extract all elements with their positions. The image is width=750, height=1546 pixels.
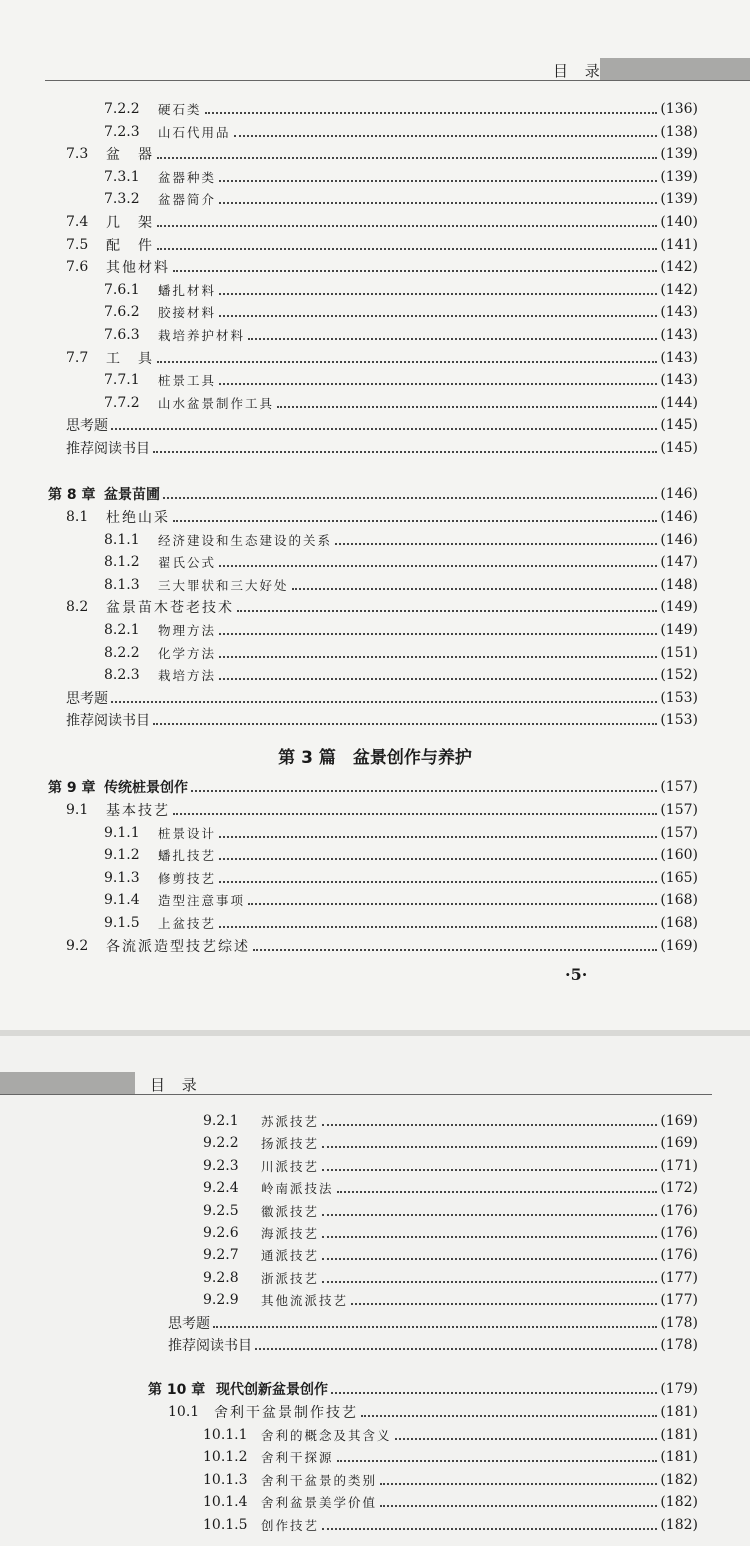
toc-title: 海派技艺	[261, 1226, 320, 1241]
toc-page-ref: (139)	[660, 146, 698, 163]
dot-leader	[219, 180, 657, 204]
toc-page-ref: (176)	[660, 1225, 698, 1241]
toc-title: 盆 器	[106, 147, 154, 164]
toc-page-ref: (148)	[660, 576, 698, 593]
toc-number: 9.2.9	[203, 1292, 239, 1309]
toc-page-ref: (169)	[660, 1113, 698, 1129]
toc-title: 修剪技艺	[158, 870, 217, 886]
toc-title: 桩景工具	[158, 373, 217, 389]
toc-number: 第 9 章	[48, 780, 96, 796]
dot-leader	[157, 339, 657, 363]
toc-number: 9.1.2	[104, 847, 140, 864]
toc-title: 杜绝山采	[106, 510, 170, 526]
toc-title: 其他流派技艺	[261, 1293, 349, 1309]
toc-page-ref: (181)	[660, 1404, 698, 1420]
dot-leader	[277, 384, 657, 408]
toc-title: 盆器种类	[158, 169, 217, 185]
toc-title: 经济建设和生态建设的关系	[158, 532, 333, 548]
dot-leader	[322, 1124, 657, 1148]
toc-number: 8.1.2	[104, 554, 140, 571]
dot-leader	[395, 1416, 658, 1440]
toc-title: 推荐阅读书目	[66, 713, 150, 730]
toc-title: 舍利干盆景制作技艺	[214, 1405, 358, 1421]
toc-title: 盆景苗木苍老技术	[106, 600, 234, 617]
toc-page-ref: (139)	[660, 191, 698, 208]
toc-title: 造型注意事项	[158, 893, 246, 909]
running-header: 目 录	[553, 62, 606, 80]
toc-number: 10.1.1	[203, 1426, 248, 1443]
toc-page-ref: (182)	[660, 1494, 698, 1511]
toc-number: 8.2.1	[104, 622, 140, 638]
toc-page-ref: (178)	[660, 1337, 698, 1353]
toc-page-ref: (168)	[660, 915, 698, 931]
toc-entry	[66, 709, 698, 731]
dot-leader	[219, 158, 657, 182]
toc-page-ref: (176)	[660, 1202, 698, 1219]
dot-leader	[191, 768, 657, 792]
toc-number: 7.3.2	[104, 191, 140, 208]
toc-page-ref: (145)	[660, 440, 698, 456]
toc-page-ref: (181)	[660, 1449, 698, 1466]
toc-number: 第 10 章	[148, 1382, 206, 1398]
toc-page-ref: (168)	[660, 892, 698, 909]
dot-leader	[219, 543, 657, 567]
dot-leader	[219, 611, 657, 635]
toc-number: 9.1.5	[104, 915, 140, 931]
toc-page-ref: (140)	[660, 214, 698, 230]
toc-title: 配 件	[106, 237, 154, 254]
dot-leader	[173, 248, 657, 272]
toc-page-ref: (142)	[660, 259, 698, 276]
toc-number: 7.7	[66, 349, 89, 366]
dot-leader	[248, 881, 657, 905]
toc-page-ref: (149)	[660, 599, 698, 616]
toc-title: 浙派技艺	[261, 1270, 320, 1286]
toc-page-ref: (145)	[660, 417, 698, 434]
toc-number: 10.1.5	[203, 1517, 248, 1533]
toc-title: 苏派技艺	[261, 1114, 320, 1129]
toc-number: 9.2.6	[203, 1225, 239, 1241]
dot-leader	[322, 1259, 657, 1283]
toc-number: 7.6	[66, 259, 89, 276]
toc-page-ref: (144)	[660, 394, 698, 411]
toc-title: 传统桩景创作	[104, 780, 188, 796]
toc-page-ref: (149)	[660, 622, 698, 638]
toc-page-right	[0, 1036, 750, 1546]
toc-page-ref: (157)	[660, 824, 698, 841]
toc-title: 栽培方法	[158, 668, 217, 684]
dot-leader	[219, 859, 657, 883]
toc-number: 10.1.3	[203, 1471, 248, 1488]
toc-title: 各流派造型技艺综述	[106, 938, 250, 955]
toc-title: 盆器简介	[158, 192, 217, 208]
toc-page-ref: (151)	[660, 644, 698, 661]
dot-leader	[219, 634, 657, 658]
toc-title: 岭南派技法	[261, 1181, 334, 1197]
part-heading: 第 3 篇 盆景创作与养护	[278, 748, 472, 768]
toc-title: 三大罪状和三大好处	[158, 577, 289, 593]
toc-page-ref: (141)	[660, 236, 698, 253]
toc-page-ref: (157)	[660, 779, 698, 795]
toc-title: 思考题	[168, 1315, 210, 1332]
toc-page-ref: (143)	[660, 327, 698, 343]
toc-title: 山水盆景制作工具	[158, 395, 275, 411]
toc-number: 7.5	[66, 236, 89, 253]
toc-page-ref: (177)	[660, 1292, 698, 1309]
toc-title: 创作技艺	[261, 1518, 320, 1533]
dot-leader	[337, 1438, 658, 1462]
dot-leader	[157, 135, 657, 159]
toc-page-ref: (146)	[660, 486, 698, 502]
toc-number: 9.2.2	[203, 1135, 239, 1152]
dot-leader	[322, 1192, 657, 1216]
dot-leader	[253, 927, 657, 951]
toc-number: 10.1.4	[203, 1494, 248, 1511]
dot-leader	[234, 113, 658, 137]
dot-leader	[337, 1169, 658, 1193]
dot-leader	[322, 1102, 657, 1126]
toc-list	[0, 1036, 750, 1546]
dot-leader	[322, 1147, 657, 1171]
dot-leader	[335, 521, 657, 545]
dot-leader	[219, 271, 657, 295]
toc-page-ref: (139)	[660, 168, 698, 185]
toc-number: 7.6.1	[104, 281, 140, 298]
toc-page-ref: (178)	[660, 1314, 698, 1331]
toc-title: 推荐阅读书目	[168, 1338, 252, 1354]
toc-page-ref: (165)	[660, 869, 698, 886]
toc-title: 化学方法	[158, 645, 217, 661]
toc-page-ref: (152)	[660, 667, 698, 684]
dot-leader	[322, 1214, 657, 1238]
toc-number: 8.1.1	[104, 531, 140, 548]
toc-page-ref: (177)	[660, 1269, 698, 1286]
toc-number: 7.2.2	[104, 101, 140, 117]
dot-leader	[157, 226, 657, 250]
toc-entry	[203, 1514, 698, 1536]
dot-leader	[173, 498, 657, 522]
toc-number: 10.1.2	[203, 1449, 248, 1466]
toc-page-ref: (171)	[660, 1157, 698, 1174]
toc-title: 翟氏公式	[158, 555, 217, 571]
toc-page-ref: (181)	[660, 1426, 698, 1443]
toc-page-ref: (142)	[660, 281, 698, 298]
dot-leader	[111, 679, 657, 703]
toc-number: 9.2.5	[203, 1202, 239, 1219]
toc-number: 9.2.7	[203, 1247, 239, 1264]
toc-number: 9.2.8	[203, 1269, 239, 1286]
toc-title: 舍利盆景美学价值	[261, 1495, 378, 1511]
toc-page-ref: (169)	[660, 1135, 698, 1152]
dot-leader	[213, 1304, 657, 1328]
toc-title: 胶接材料	[158, 305, 217, 321]
toc-page-ref: (146)	[660, 509, 698, 525]
dot-leader	[255, 1326, 657, 1350]
toc-number: 9.1.4	[104, 892, 140, 909]
toc-number: 9.1	[66, 802, 89, 818]
toc-number: 9.2.1	[203, 1113, 239, 1129]
dot-leader	[219, 814, 657, 838]
toc-title: 舍利的概念及其含义	[261, 1427, 392, 1443]
toc-page-ref: (153)	[660, 689, 698, 706]
toc-title: 推荐阅读书目	[66, 441, 150, 457]
dot-leader	[292, 566, 658, 590]
toc-title: 栽培养护材料	[158, 328, 246, 343]
dot-leader	[351, 1281, 657, 1305]
running-header: 目 录	[150, 1076, 203, 1094]
dot-leader	[219, 656, 657, 680]
dot-leader	[237, 588, 657, 612]
toc-title: 扬派技艺	[261, 1136, 320, 1152]
toc-title: 现代创新盆景创作	[216, 1382, 328, 1398]
toc-title: 通派技艺	[261, 1248, 320, 1264]
toc-number: 7.4	[66, 214, 89, 230]
toc-page-ref: (138)	[660, 123, 698, 140]
toc-page-ref: (157)	[660, 802, 698, 818]
toc-title: 硬石类	[158, 102, 202, 117]
toc-page-ref: (143)	[660, 304, 698, 321]
toc-number: 9.1.3	[104, 869, 140, 886]
toc-number: 7.3.1	[104, 168, 140, 185]
toc-number: 第 8 章	[48, 487, 96, 503]
toc-number: 9.2.4	[203, 1180, 239, 1197]
toc-page-ref: (147)	[660, 554, 698, 571]
toc-number: 8.1.3	[104, 576, 140, 593]
dot-leader	[380, 1483, 657, 1507]
dot-leader	[153, 701, 657, 725]
dot-leader	[153, 429, 657, 453]
toc-number: 7.6.2	[104, 304, 140, 321]
toc-title: 思考题	[66, 690, 108, 707]
dot-leader	[173, 791, 657, 815]
dot-leader	[331, 1370, 657, 1394]
toc-number: 9.2.3	[203, 1157, 239, 1174]
toc-number: 8.2.2	[104, 644, 140, 661]
toc-page-ref: (136)	[660, 101, 698, 117]
toc-number: 10.1	[168, 1404, 200, 1420]
toc-page-ref: (169)	[660, 937, 698, 954]
toc-page-ref: (153)	[660, 712, 698, 729]
toc-title: 几 架	[106, 215, 154, 231]
toc-title: 物理方法	[158, 623, 217, 638]
toc-entry	[66, 437, 698, 459]
toc-number: 9.2	[66, 937, 89, 954]
dot-leader	[111, 406, 657, 430]
toc-title: 盆景苗圃	[104, 487, 160, 503]
toc-page-ref: (146)	[660, 531, 698, 548]
toc-number: 8.2	[66, 599, 89, 616]
toc-title: 思考题	[66, 418, 108, 435]
dot-leader	[219, 904, 657, 928]
toc-title: 舍利干盆景的类别	[261, 1472, 378, 1488]
toc-number: 7.2.3	[104, 123, 140, 140]
dot-leader	[322, 1506, 657, 1530]
toc-number: 9.1.1	[104, 824, 140, 841]
toc-title: 川派技艺	[261, 1158, 320, 1174]
toc-number: 7.3	[66, 146, 89, 163]
page-number: ·5·	[565, 965, 588, 984]
toc-page-ref: (172)	[660, 1180, 698, 1197]
toc-title: 舍利干探源	[261, 1450, 334, 1466]
dot-leader	[380, 1461, 657, 1485]
toc-title: 桩景设计	[158, 825, 217, 841]
dot-leader	[157, 203, 657, 227]
toc-number: 8.1	[66, 509, 89, 525]
dot-leader	[248, 316, 657, 340]
toc-page-ref: (143)	[660, 349, 698, 366]
toc-title: 基本技艺	[106, 803, 170, 819]
toc-page-ref: (143)	[660, 372, 698, 389]
toc-page-ref: (179)	[660, 1381, 698, 1397]
toc-title: 工 具	[106, 350, 154, 367]
dot-leader	[361, 1393, 657, 1417]
toc-title: 山石代用品	[158, 124, 231, 140]
dot-leader	[205, 90, 658, 114]
dot-leader	[219, 293, 657, 317]
toc-title: 其他材料	[106, 260, 170, 277]
dot-leader	[322, 1236, 657, 1260]
toc-number: 7.7.2	[104, 394, 140, 411]
toc-title: 徽派技艺	[261, 1203, 320, 1219]
toc-page-ref: (182)	[660, 1471, 698, 1488]
toc-entry	[168, 1334, 698, 1356]
toc-number: 8.2.3	[104, 667, 140, 684]
toc-number: 7.6.3	[104, 327, 140, 343]
toc-page-ref: (160)	[660, 847, 698, 864]
toc-page-ref: (182)	[660, 1517, 698, 1533]
toc-number: 7.7.1	[104, 372, 140, 389]
toc-title: 蟠扎技艺	[158, 848, 217, 864]
dot-leader	[163, 475, 657, 499]
dot-leader	[219, 361, 657, 385]
toc-title: 蟠扎材料	[158, 282, 217, 298]
toc-entry	[66, 935, 698, 957]
dot-leader	[219, 836, 657, 860]
toc-title: 上盆技艺	[158, 916, 217, 931]
toc-page-ref: (176)	[660, 1247, 698, 1264]
